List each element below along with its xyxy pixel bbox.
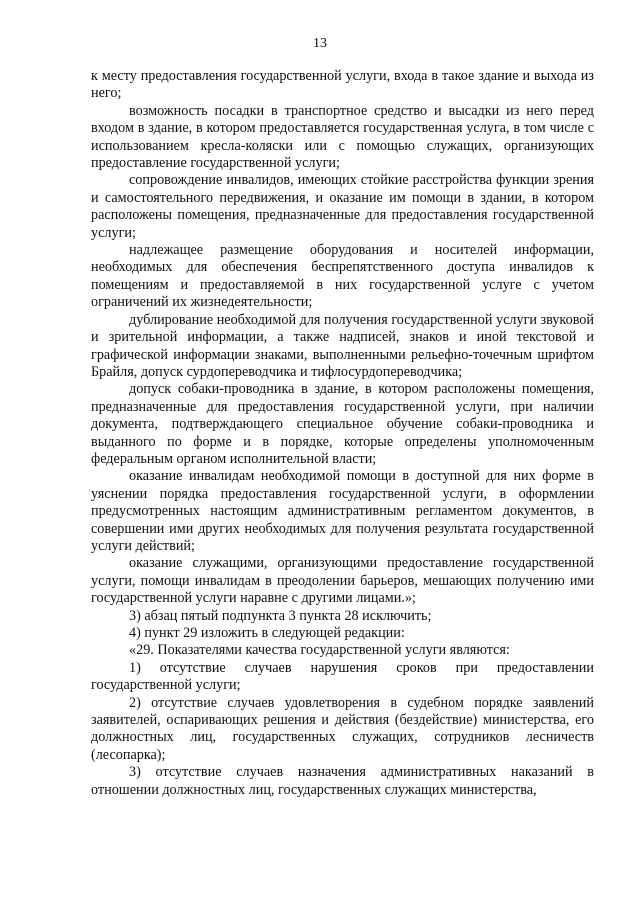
paragraph: к месту предоставления государственной услуги, входа в такое здание и выхода из него; [91, 68, 594, 102]
page-number: 13 [313, 36, 327, 51]
document-body [91, 68, 594, 799]
paragraph: оказание инвалидам необходимой помощи в доступной для них форме в уяснении порядка предоставления государственной услуги, в оформлении предусмотренных настоящим административным регламентом документов, в совершении ими других необходимых для получения результата государственной услуги действий; [91, 468, 594, 554]
paragraph: дублирование необходимой для получения государственной услуги звуковой и зрительной информации, а также надписей, знаков и иной текстовой и графической информации знаками, выполненными рельефно-точечным шрифтом Брайля, допуск сурдопереводчика и тифлосурдопереводчика; [91, 311, 594, 380]
paragraph: 3) абзац пятый подпункта 3 пункта 28 исключить; [129, 607, 432, 624]
paragraph: надлежащее размещение оборудования и носителей информации, необходимых для обеспечения беспрепятственного доступа инвалидов к помещениям и предоставляемой в них государственной услуге с учетом ограничений их жизнедеятельности; [91, 242, 594, 311]
paragraph: возможность посадки в транспортное средство и высадки из него перед входом в здание, в котором предоставляется государственная услуга, в том числе с использованием кресла-коляски или с помощью служащих, организующих предоставление государственной услуги; [91, 102, 594, 172]
paragraph: «29. Показателями качества государственной услуги являются: [129, 642, 510, 659]
paragraph: 4) пункт 29 изложить в следующей редакции: [129, 625, 405, 641]
paragraph: 1) отсутствие случаев нарушения сроков при предоставлении государственной услуги; [91, 659, 594, 694]
paragraph: 3) отсутствие случаев назначения административных наказаний в отношении должностных лиц, государственных служащих министерства, [91, 764, 594, 798]
paragraph: оказание служащими, организующими предоставление государственной услуги, помощи инвалидам в преодолении барьеров, мешающих получению ими государственной услуги наравне с другими лицами.»; [91, 555, 594, 607]
paragraph: сопровождение инвалидов, имеющих стойкие расстройства функции зрения и самостоятельного передвижения, и оказание им помощи в здании, в котором расположены помещения, предназначенные для предоставления государственной услуги; [91, 172, 594, 241]
paragraph: допуск собаки-проводника в здание, в котором расположены помещения, предназначенные для предоставления государственной услуги, при наличии документа, подтверждающего специальное обучение собаки-проводника и выданного по форме и в порядке, которые определены уполномоченным федеральным органом исполнительной власти; [91, 381, 594, 467]
paragraph: 2) отсутствие случаев удовлетворения в судебном порядке заявлений заявителей, оспаривающих решения и действия (бездействие) министерства, его должностных лиц, государственных служащих, сотрудников лесничеств (лесопарка); [91, 694, 594, 763]
